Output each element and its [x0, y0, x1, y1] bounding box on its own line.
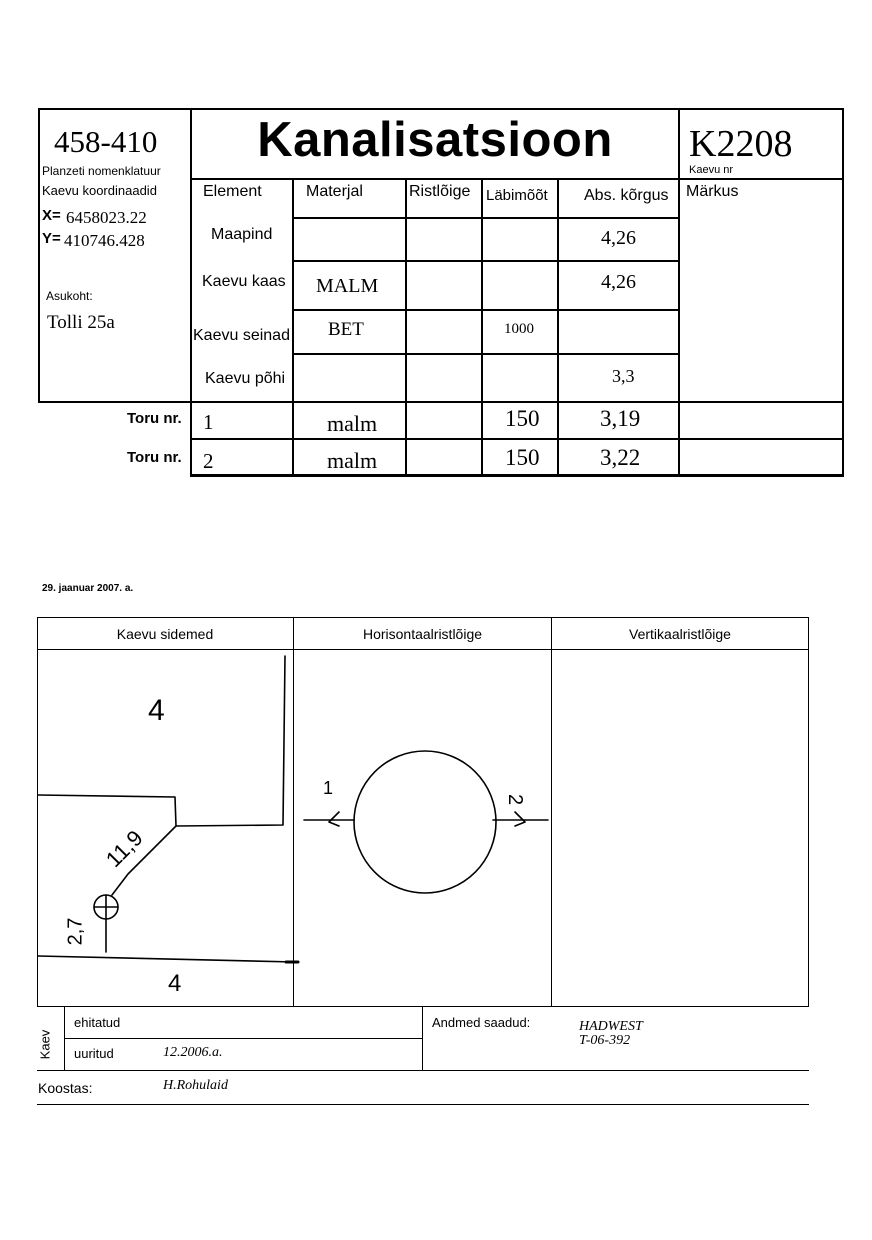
table-row-element: Kaevu seinad: [193, 327, 290, 344]
pipe-diameter: 150: [505, 445, 540, 470]
table-row-diameter: 1000: [504, 321, 534, 337]
column-header-element: Element: [203, 183, 262, 200]
well-outline: [354, 751, 496, 893]
data-source-label: Andmed saadud:: [432, 1015, 531, 1030]
column-header-elevation: Abs. kõrgus: [584, 187, 669, 204]
well-number-label: Kaevu nr: [689, 164, 734, 176]
table-row-elevation: 3,3: [612, 366, 635, 386]
pipe-material: malm: [327, 448, 378, 473]
well-number: K2208: [689, 123, 793, 165]
pipe-elevation: 3,22: [600, 445, 641, 470]
kaev-label: Kaev: [37, 1029, 53, 1060]
building-outline: [38, 656, 285, 826]
table-row-element: Maapind: [211, 226, 273, 243]
compiler-label: Koostas:: [38, 1080, 93, 1096]
panel-title-vertical: Vertikaalristlõige: [629, 626, 731, 642]
column-header-material: Materjal: [306, 183, 363, 200]
dimension-label: 2,7: [64, 917, 87, 946]
pipe-number: 1: [203, 410, 214, 434]
location-label: Asukoht:: [46, 289, 93, 303]
surveyed-label: uuritud: [74, 1046, 114, 1061]
table-row-material: MALM: [316, 275, 379, 297]
pipe-material: malm: [327, 411, 378, 436]
table-row-elevation: 4,26: [601, 227, 636, 249]
pipe-label: Toru nr.: [127, 410, 182, 427]
table-row-elevation: 4,26: [601, 271, 636, 293]
sheet-code: 458-410: [54, 124, 158, 159]
pipe-marker: 1: [323, 778, 334, 798]
pipe-number: 2: [203, 449, 214, 473]
pipe-marker: 2: [504, 793, 527, 806]
built-label: ehitatud: [74, 1015, 121, 1030]
document-date: 29. jaanuar 2007. a.: [42, 583, 134, 594]
location-value: Tolli 25a: [47, 312, 115, 333]
x-coordinate-label: X=: [42, 207, 61, 224]
sheet-code-label: Planzeti nomenklatuur: [42, 164, 161, 178]
surveyed-date: 12.2006.a.: [163, 1045, 223, 1060]
x-coordinate-value: 6458023.22: [66, 208, 147, 227]
table-row-material: BET: [328, 319, 364, 340]
data-source-name: HADWEST: [579, 1019, 643, 1034]
dimension-label: 4: [148, 694, 165, 727]
compiler-name: H.Rohulaid: [163, 1078, 228, 1093]
panel-title-horizontal: Horisontaalristlõige: [362, 626, 483, 642]
column-header-notes: Märkus: [686, 183, 739, 200]
column-header-cross-section: Ristlõige: [409, 183, 471, 200]
pipe-label: Toru nr.: [127, 449, 182, 466]
panel-title-connections: Kaevu sidemed: [116, 626, 214, 642]
data-source-code: T-06-392: [579, 1033, 631, 1048]
pipe-diameter: 150: [505, 406, 540, 431]
y-coordinate-value: 410746.428: [64, 231, 145, 250]
table-row-element: Kaevu kaas: [202, 273, 286, 290]
y-coordinate-label: Y=: [42, 230, 61, 247]
boundary-line: [38, 956, 295, 962]
dimension-label: 11,9: [100, 825, 148, 873]
table-row-element: Kaevu põhi: [205, 370, 286, 387]
column-header-diameter: Läbimõõt: [486, 187, 548, 204]
coordinates-label: Kaevu koordinaadid: [42, 183, 157, 198]
page-title: Kanalisatsioon: [257, 113, 613, 167]
dimension-label: 4: [168, 970, 182, 997]
pipe-elevation: 3,19: [600, 406, 641, 431]
